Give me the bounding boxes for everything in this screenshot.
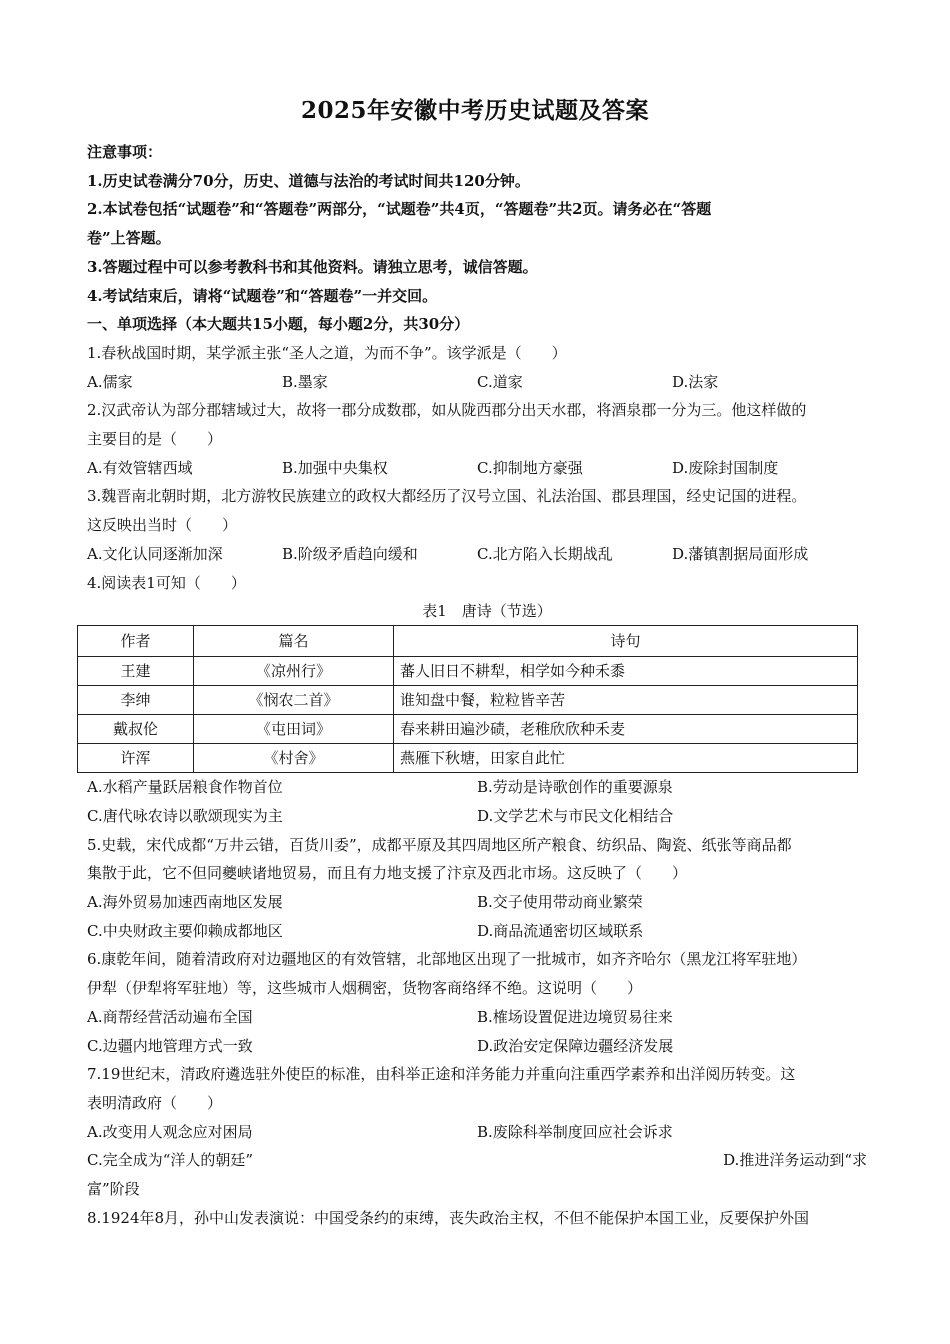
question-stem: 7.19世纪末，清政府遴选驻外使臣的标准，由科举正途和洋务能力并重向注重西学素养和出洋阅历转变。这: [87, 1065, 796, 1084]
table-cell-author: 戴叔伦: [78, 715, 194, 744]
section-heading: 一、单项选择（本大题共15小题，每小题2分，共30分）: [87, 315, 470, 334]
question-stem: 集散于此，它不但同夔峡诸地贸易，而且有力地支援了汴京及西北市场。这反映了（ ）: [87, 864, 688, 883]
question-stem: 伊犁（伊犁将军驻地）等，这些城市人烟稠密，货物客商络绎不绝。这说明（ ）: [87, 979, 643, 998]
table-row: [78, 715, 858, 744]
table-row: [78, 657, 858, 686]
option-b[interactable]: B.阶级矛盾趋向缓和: [282, 544, 418, 563]
option-c[interactable]: C.抑制地方豪强: [477, 458, 583, 477]
question-options: [87, 540, 867, 569]
option-d[interactable]: D.政治安定保障边疆经济发展: [477, 1036, 674, 1055]
question-stem: 这反映出当时（ ）: [87, 516, 238, 535]
option-b[interactable]: B.劳动是诗歌创作的重要源泉: [477, 778, 673, 797]
question-options: [87, 1032, 867, 1061]
table-cell-author: 李绅: [78, 686, 194, 715]
option-c[interactable]: C.完全成为“洋人的朝廷”: [87, 1151, 254, 1170]
option-b[interactable]: B.墨家: [282, 372, 328, 391]
option-d[interactable]: D.商品流通密切区域联系: [477, 921, 644, 940]
table-cell-author: 许浑: [78, 744, 194, 773]
option-c[interactable]: C.边疆内地管理方式一致: [87, 1036, 253, 1055]
exam-content: [87, 138, 867, 1233]
table-header-cell: 诗句: [394, 626, 858, 657]
table-cell-verse: 燕雁下秋塘，田家自此忙: [394, 744, 858, 773]
option-b[interactable]: B.交子使用带动商业繁荣: [477, 893, 643, 912]
option-a[interactable]: A.水稻产量跃居粮食作物首位: [87, 778, 283, 797]
notice-item: 3.答题过程中可以参考教科书和其他资料。请独立思考，诚信答题。: [87, 257, 538, 276]
notice-item: 卷”上答题。: [87, 229, 171, 248]
question-options: [87, 368, 867, 397]
option-b[interactable]: B.加强中央集权: [282, 458, 388, 477]
notice-item: 4.考试结束后，请将“试题卷”和“答题卷”一并交回。: [87, 286, 438, 305]
option-a[interactable]: A.商帮经营活动遍布全国: [87, 1007, 253, 1026]
option-d[interactable]: D.藩镇割据局面形成: [672, 544, 809, 563]
option-b[interactable]: B.榷场设置促进边境贸易往来: [477, 1007, 673, 1026]
table-cell-title: 《村舍》: [194, 744, 394, 773]
question-stem: 4.阅读表1可知（ ）: [87, 573, 246, 592]
question-options: [87, 1146, 867, 1175]
option-d[interactable]: D.文学艺术与市民文化相结合: [477, 806, 674, 825]
table-cell-title: 《悯农二首》: [194, 686, 394, 715]
question-stem: 8.1924年8月，孙中山发表演说：中国受条约的束缚，丧失政治主权，不但不能保护本国工业，反要保护外国: [87, 1208, 810, 1227]
question-options: [87, 888, 867, 917]
option-c[interactable]: C.唐代咏农诗以歌颂现实为主: [87, 806, 283, 825]
table-cell-verse: 蕃人旧日不耕犁，相学如今种禾黍: [394, 657, 858, 686]
option-d[interactable]: D.废除封国制度: [672, 458, 779, 477]
table-cell-verse: 春来耕田遍沙碛，老稚欣欣种禾麦: [394, 715, 858, 744]
table-header-cell: 篇名: [194, 626, 394, 657]
table-cell-author: 王建: [78, 657, 194, 686]
option-d-continued: 富”阶段: [87, 1180, 140, 1199]
option-d[interactable]: D.法家: [672, 372, 719, 391]
option-a[interactable]: A.海外贸易加速西南地区发展: [87, 893, 283, 912]
notice-heading: 注意事项：: [87, 143, 163, 161]
question-stem: 5.史载，宋代成都“万井云错，百货川委”，成都平原及其四周地区所产粮食、纺织品、陶瓷、纸张等商品都: [87, 835, 792, 854]
option-a[interactable]: A.改变用人观念应对困局: [87, 1122, 253, 1141]
table-cell-verse: 谁知盘中餐，粒粒皆辛苦: [394, 686, 858, 715]
question-options: [87, 773, 867, 802]
question-stem: 3.魏晋南北朝时期，北方游牧民族建立的政权大都经历了汉号立国、礼法治国、郡县理国，经史记国的进程。: [87, 487, 807, 506]
option-c[interactable]: C.道家: [477, 372, 523, 391]
question-stem: 2.汉武帝认为部分郡辖域过大，故将一郡分成数郡，如从陇西郡分出天水郡，将酒泉郡一分为三。他这样做的: [87, 401, 807, 420]
option-c[interactable]: C.北方陷入长期战乱: [477, 544, 613, 563]
question-stem: 主要目的是（ ）: [87, 430, 223, 449]
question-options: [87, 454, 867, 483]
question-stem: 6.康乾年间，随着清政府对边疆地区的有效管辖，北部地区出现了一批城市，如齐齐哈尔（黑龙江将军驻地）: [87, 950, 807, 969]
question-options: [87, 1003, 867, 1032]
page-title: 2025年安徽中考历史试题及答案: [300, 97, 649, 124]
poem-table: [77, 625, 858, 773]
option-a[interactable]: A.文化认同逐渐加深: [87, 544, 223, 563]
option-b[interactable]: B.废除科举制度回应社会诉求: [477, 1122, 673, 1141]
question-options: [87, 917, 867, 946]
option-d[interactable]: D.推进洋务运动到“求: [723, 1151, 867, 1170]
question-options: [87, 802, 867, 831]
question-stem: 1.春秋战国时期，某学派主张“圣人之道，为而不争”。该学派是（ ）: [87, 343, 567, 362]
table-cell-title: 《凉州行》: [194, 657, 394, 686]
table-row: [78, 686, 858, 715]
table-header-cell: 作者: [78, 626, 194, 657]
question-options: [87, 1118, 867, 1147]
table-cell-title: 《屯田词》: [194, 715, 394, 744]
table-caption: 表1 唐诗（节选）: [422, 602, 552, 621]
table-row: [78, 744, 858, 773]
option-c[interactable]: C.中央财政主要仰赖成都地区: [87, 921, 283, 940]
table-header-row: [78, 626, 858, 657]
notice-item: 2.本试卷包括“试题卷”和“答题卷”两部分，“试题卷”共4页，“答题卷”共2页。请务必在“答题: [87, 200, 712, 219]
option-a[interactable]: A.儒家: [87, 372, 133, 391]
notice-item: 1.历史试卷满分70分，历史、道德与法治的考试时间共120分钟。: [87, 171, 530, 190]
option-a[interactable]: A.有效管辖西域: [87, 458, 193, 477]
question-stem: 表明清政府（ ）: [87, 1093, 223, 1112]
